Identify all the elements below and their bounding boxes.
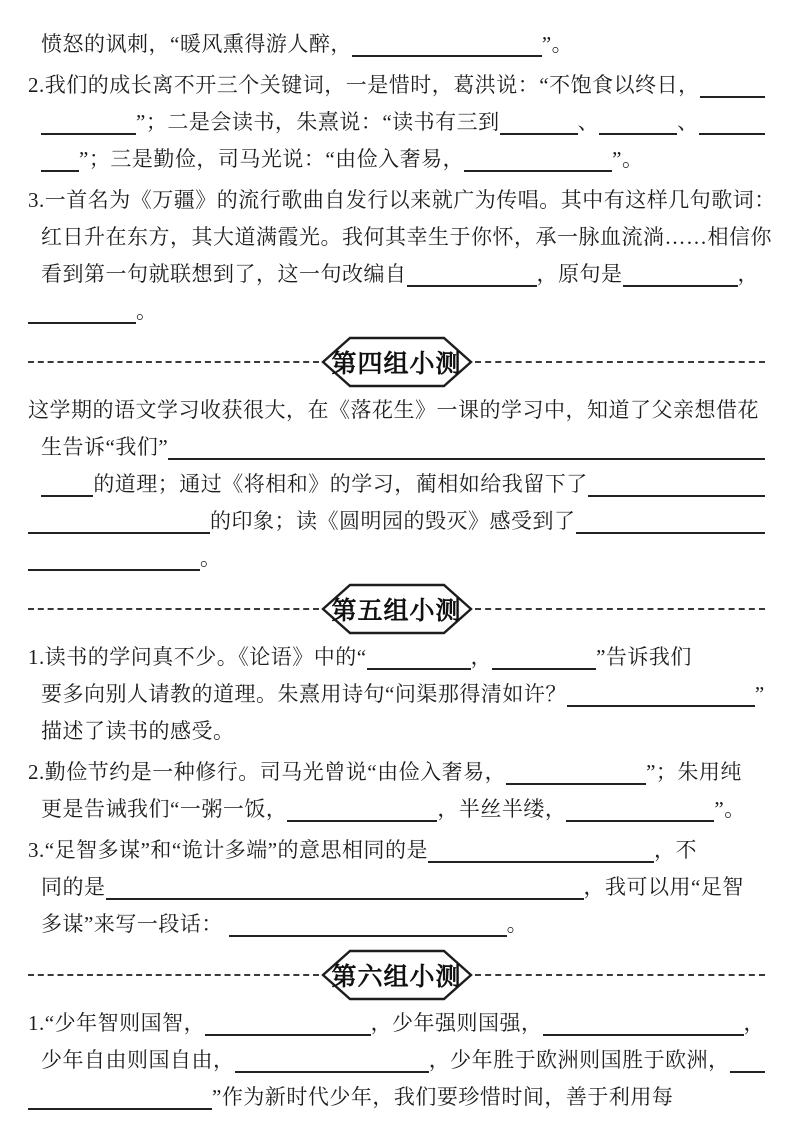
fill-in-blank bbox=[28, 548, 200, 571]
text-run: 的印象；读《圆明园的毁灭》感受到了 bbox=[210, 509, 576, 533]
fill-in-blank bbox=[28, 511, 210, 534]
paragraph bbox=[28, 832, 765, 943]
text-run: 。 bbox=[200, 546, 222, 570]
text-line bbox=[28, 104, 765, 141]
text-line bbox=[28, 1079, 765, 1116]
fill-in-blank bbox=[428, 840, 654, 863]
text-line bbox=[28, 26, 765, 63]
fill-in-blank bbox=[492, 647, 596, 670]
text-run: ，半丝半缕， bbox=[437, 797, 567, 821]
text-line bbox=[28, 1005, 765, 1042]
section-divider bbox=[28, 334, 765, 390]
text-run: 要多向别人请教的道理。朱熹用诗句“问渠那得清如许？ bbox=[41, 682, 567, 706]
text-line bbox=[28, 754, 765, 791]
section-badge bbox=[321, 949, 473, 1001]
section-badge-label: 第五组小测 bbox=[331, 597, 462, 625]
fill-in-blank bbox=[543, 1013, 744, 1036]
text-line bbox=[28, 713, 765, 750]
section-badge-label: 第四组小测 bbox=[331, 350, 462, 378]
section-badge bbox=[321, 336, 473, 388]
text-line bbox=[28, 540, 765, 577]
fill-in-blank bbox=[28, 1087, 212, 1110]
fill-in-blank bbox=[41, 112, 136, 135]
paragraph bbox=[28, 26, 765, 63]
text-run: 红日升在东方，其大道满霞光。我何其幸生于你怀，承一脉血流淌……相信你 bbox=[41, 225, 772, 249]
text-line bbox=[28, 141, 765, 178]
text-line bbox=[28, 503, 765, 540]
paragraph bbox=[28, 754, 765, 828]
text-run: 看到第一句就联想到了，这一句改编自 bbox=[41, 262, 407, 286]
text-run: 的道理；通过《将相和》的学习，蔺相如给我留下了 bbox=[93, 472, 588, 496]
paragraph bbox=[28, 392, 765, 577]
fill-in-blank bbox=[229, 914, 507, 937]
text-run: 2.我们的成长离不开三个关键词，一是惜时，葛洪说：“不饱食以终日， bbox=[28, 73, 700, 97]
fill-in-blank bbox=[205, 1013, 370, 1036]
dashed-rule-right bbox=[475, 608, 766, 610]
text-run: ”；朱用纯 bbox=[646, 760, 742, 784]
paragraph bbox=[28, 1005, 765, 1116]
text-run: 这学期的语文学习收获很大，在《落花生》一课的学习中，知道了父亲想借花 bbox=[28, 398, 759, 422]
section-badge-label: 第六组小测 bbox=[331, 963, 462, 991]
fill-in-blank bbox=[506, 762, 646, 785]
fill-in-blank bbox=[567, 684, 755, 707]
text-run: ， bbox=[743, 1011, 765, 1035]
section-divider bbox=[28, 947, 765, 1003]
text-run: 更是告诫我们“一粥一饭， bbox=[41, 797, 288, 821]
section-divider bbox=[28, 581, 765, 637]
text-run: ，原句是 bbox=[536, 262, 623, 286]
text-line bbox=[28, 293, 765, 330]
text-run: 、 bbox=[577, 110, 600, 134]
text-line bbox=[28, 676, 765, 713]
fill-in-blank bbox=[106, 877, 584, 900]
text-run: 1.读书的学问真不少。《论语》中的“ bbox=[28, 645, 367, 669]
fill-in-blank bbox=[730, 1050, 765, 1073]
text-line bbox=[28, 429, 765, 466]
fill-in-blank bbox=[700, 75, 765, 98]
text-run: ”告诉我们 bbox=[596, 645, 692, 669]
fill-in-blank bbox=[367, 647, 471, 670]
fill-in-blank bbox=[41, 474, 93, 497]
fill-in-blank bbox=[287, 799, 437, 822]
text-run: ”。 bbox=[714, 797, 746, 821]
text-run: 同的是 bbox=[41, 875, 106, 899]
text-run: ，少年强则国强， bbox=[370, 1011, 543, 1035]
text-line bbox=[28, 392, 765, 429]
text-line bbox=[28, 256, 765, 293]
text-line bbox=[28, 1042, 765, 1079]
text-run: 3.一首名为《万疆》的流行歌曲自发行以来就广为传唱。其中有这样几句歌词： bbox=[28, 188, 776, 212]
text-run: 、 bbox=[677, 110, 699, 134]
fill-in-blank bbox=[699, 112, 765, 135]
text-run: ”。 bbox=[541, 32, 574, 56]
text-run: 多谋”来写一段话： bbox=[41, 912, 229, 936]
fill-in-blank bbox=[168, 437, 765, 460]
text-run: 2.勤俭节约是一种修行。司马光曾说“由俭入奢易， bbox=[28, 760, 507, 784]
text-run: 少年自由则国自由， bbox=[41, 1048, 235, 1072]
text-run: ， bbox=[737, 262, 759, 286]
fill-in-blank bbox=[566, 799, 714, 822]
fill-in-blank bbox=[599, 112, 677, 135]
text-line bbox=[28, 906, 765, 943]
text-line bbox=[28, 832, 765, 869]
fill-in-blank bbox=[588, 474, 765, 497]
document-body bbox=[28, 26, 776, 1116]
paragraph bbox=[28, 67, 765, 178]
text-run: 描述了读书的感受。 bbox=[41, 719, 235, 743]
paragraph bbox=[28, 639, 765, 750]
text-line bbox=[28, 67, 765, 104]
fill-in-blank bbox=[352, 34, 542, 57]
text-run: 生告诉“我们” bbox=[41, 435, 169, 459]
fill-in-blank bbox=[623, 264, 738, 287]
fill-in-blank bbox=[235, 1050, 429, 1073]
text-run: ”作为新时代少年，我们要珍惜时间，善于利用每 bbox=[212, 1085, 674, 1109]
text-run: 。 bbox=[136, 299, 158, 323]
text-line bbox=[28, 869, 765, 906]
text-run: ，我可以用“足智 bbox=[583, 875, 744, 899]
text-run: ”。 bbox=[612, 147, 644, 171]
fill-in-blank bbox=[500, 112, 578, 135]
dashed-rule-left bbox=[28, 608, 319, 610]
fill-in-blank bbox=[407, 264, 537, 287]
section-badge bbox=[321, 583, 473, 635]
text-run: 。 bbox=[506, 912, 529, 936]
dashed-rule-right bbox=[475, 361, 766, 363]
dashed-rule-right bbox=[475, 974, 766, 976]
text-line bbox=[28, 791, 765, 828]
paragraph bbox=[28, 182, 776, 330]
text-line bbox=[28, 639, 765, 676]
text-line bbox=[28, 466, 765, 503]
fill-in-blank bbox=[41, 149, 79, 172]
text-run: 3.“足智多谋”和“诡计多端”的意思相同的是 bbox=[28, 838, 429, 862]
dashed-rule-left bbox=[28, 361, 319, 363]
text-line bbox=[28, 219, 772, 256]
text-run: ”；三是勤俭，司马光说：“由俭入奢易， bbox=[79, 147, 465, 171]
text-run: ，不 bbox=[654, 838, 698, 862]
dashed-rule-left bbox=[28, 974, 319, 976]
fill-in-blank bbox=[576, 511, 766, 534]
fill-in-blank bbox=[464, 149, 612, 172]
fill-in-blank bbox=[28, 301, 136, 324]
text-run: 1.“少年智则国智， bbox=[28, 1011, 206, 1035]
text-run: ”；二是会读书，朱熹说：“读书有三到 bbox=[136, 110, 500, 134]
text-run: ，少年胜于欧洲则国胜于欧洲， bbox=[428, 1048, 730, 1072]
text-run: ” bbox=[754, 682, 765, 706]
text-line bbox=[28, 182, 776, 219]
text-run: ， bbox=[470, 645, 493, 669]
text-run: 愤怒的讽刺，“暖风熏得游人醉， bbox=[41, 32, 352, 56]
